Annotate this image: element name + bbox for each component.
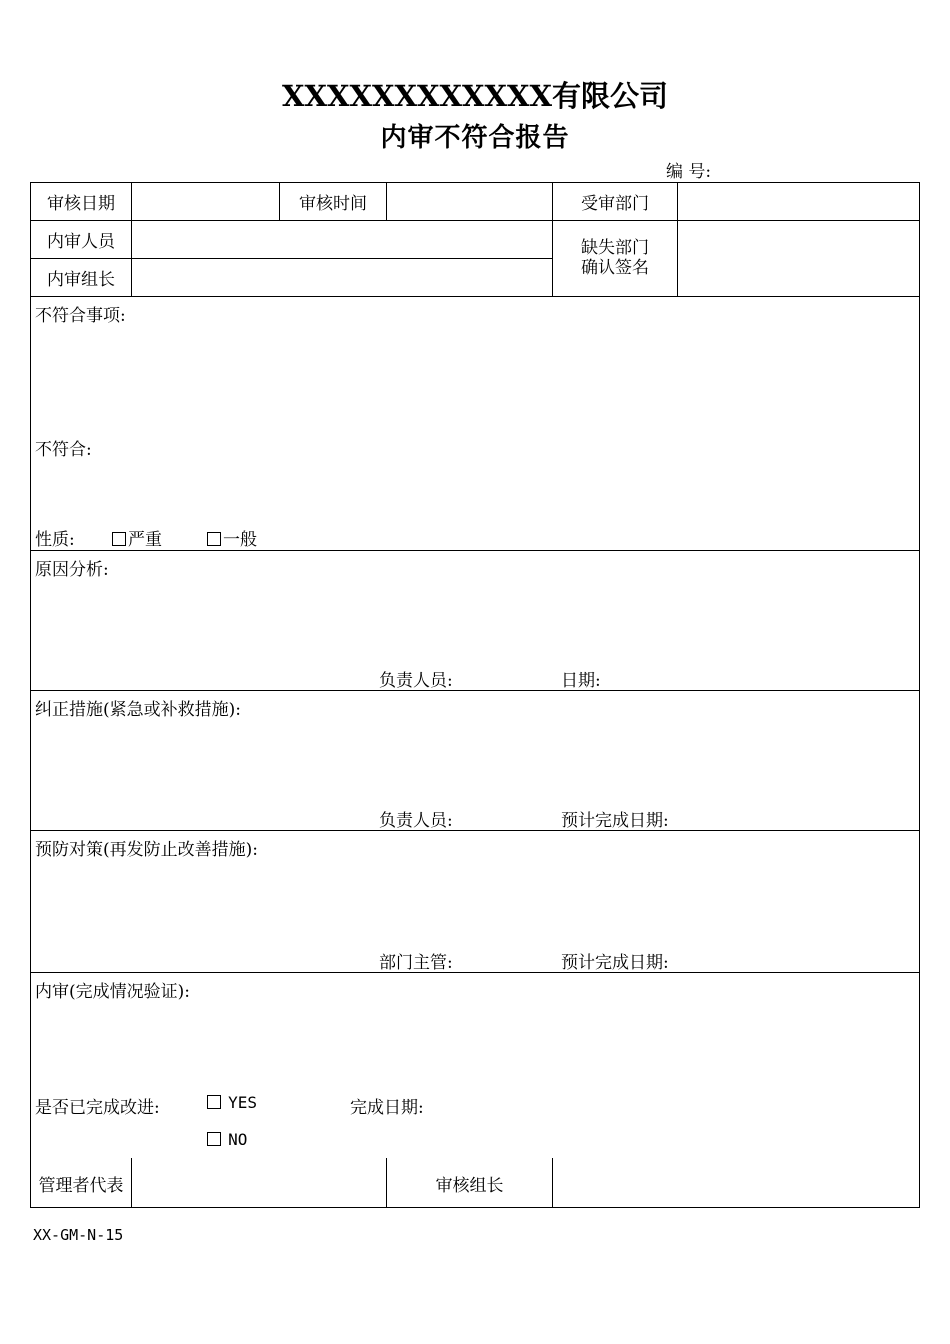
report-title: 内审不符合报告: [380, 123, 570, 153]
serious-label: 严重: [128, 530, 162, 550]
no-checkbox[interactable]: [207, 1132, 221, 1146]
cause-person-label: 负责人员:: [379, 671, 453, 691]
corrective-action-label: 纠正措施(紧急或补救措施):: [35, 700, 241, 720]
completion-date-label: 完成日期:: [350, 1098, 424, 1118]
team-leader-signature-field[interactable]: [554, 1160, 917, 1205]
defect-dept-label: [553, 238, 677, 278]
preventive-date-label: 预计完成日期:: [561, 953, 669, 973]
general-option[interactable]: [207, 525, 257, 550]
yes-label: YES: [228, 1093, 257, 1112]
yes-checkbox[interactable]: [207, 1095, 221, 1109]
mgmt-rep-signature-field[interactable]: [133, 1160, 384, 1205]
audit-date-label: 审核日期: [47, 194, 115, 214]
general-checkbox[interactable]: [207, 532, 221, 546]
audit-date-field[interactable]: [133, 184, 277, 218]
yes-option[interactable]: [207, 1093, 257, 1112]
verification-label: 内审(完成情况验证):: [35, 982, 190, 1002]
defect-dept-label-line1: 缺失部门: [581, 238, 649, 258]
general-label: 一般: [223, 530, 257, 550]
audit-time-label: 审核时间: [299, 194, 367, 214]
document-code: XX-GM-N-15: [33, 1226, 124, 1244]
number-label: 编 号:: [666, 162, 712, 182]
defect-dept-label-line2: 确认签名: [581, 258, 649, 278]
dept-supervisor-label: 部门主管:: [379, 953, 453, 973]
nature-label: 性质:: [35, 530, 75, 550]
nonconformity-label: 不符合:: [35, 440, 92, 460]
company-name: XXXXXXXXXXXX有限公司: [281, 79, 668, 113]
auditor-field[interactable]: [133, 222, 550, 256]
preventive-action-label: 预防对策(再发防止改善措施):: [35, 840, 258, 860]
audited-dept-label: 受审部门: [581, 194, 649, 214]
team-leader-field[interactable]: [133, 260, 550, 294]
no-label: NO: [228, 1130, 248, 1149]
audit-time-field[interactable]: [388, 184, 550, 218]
serious-option[interactable]: [112, 525, 162, 550]
defect-dept-signature-field[interactable]: [679, 222, 917, 294]
no-option[interactable]: [207, 1130, 247, 1149]
cause-date-label: 日期:: [561, 671, 601, 691]
mgmt-rep-label: 管理者代表: [38, 1175, 124, 1196]
serious-checkbox[interactable]: [112, 532, 126, 546]
corrective-person-label: 负责人员:: [379, 811, 453, 831]
improvement-question: 是否已完成改进:: [35, 1098, 160, 1118]
team-leader-label: 内审组长: [47, 270, 115, 290]
corrective-date-label: 预计完成日期:: [561, 811, 669, 831]
nonconformity-item-label: 不符合事项:: [35, 306, 126, 326]
signoff-team-leader-label: 审核组长: [435, 1175, 504, 1196]
audited-dept-field[interactable]: [679, 184, 917, 218]
cause-analysis-label: 原因分析:: [35, 560, 109, 580]
auditor-label: 内审人员: [47, 232, 115, 252]
